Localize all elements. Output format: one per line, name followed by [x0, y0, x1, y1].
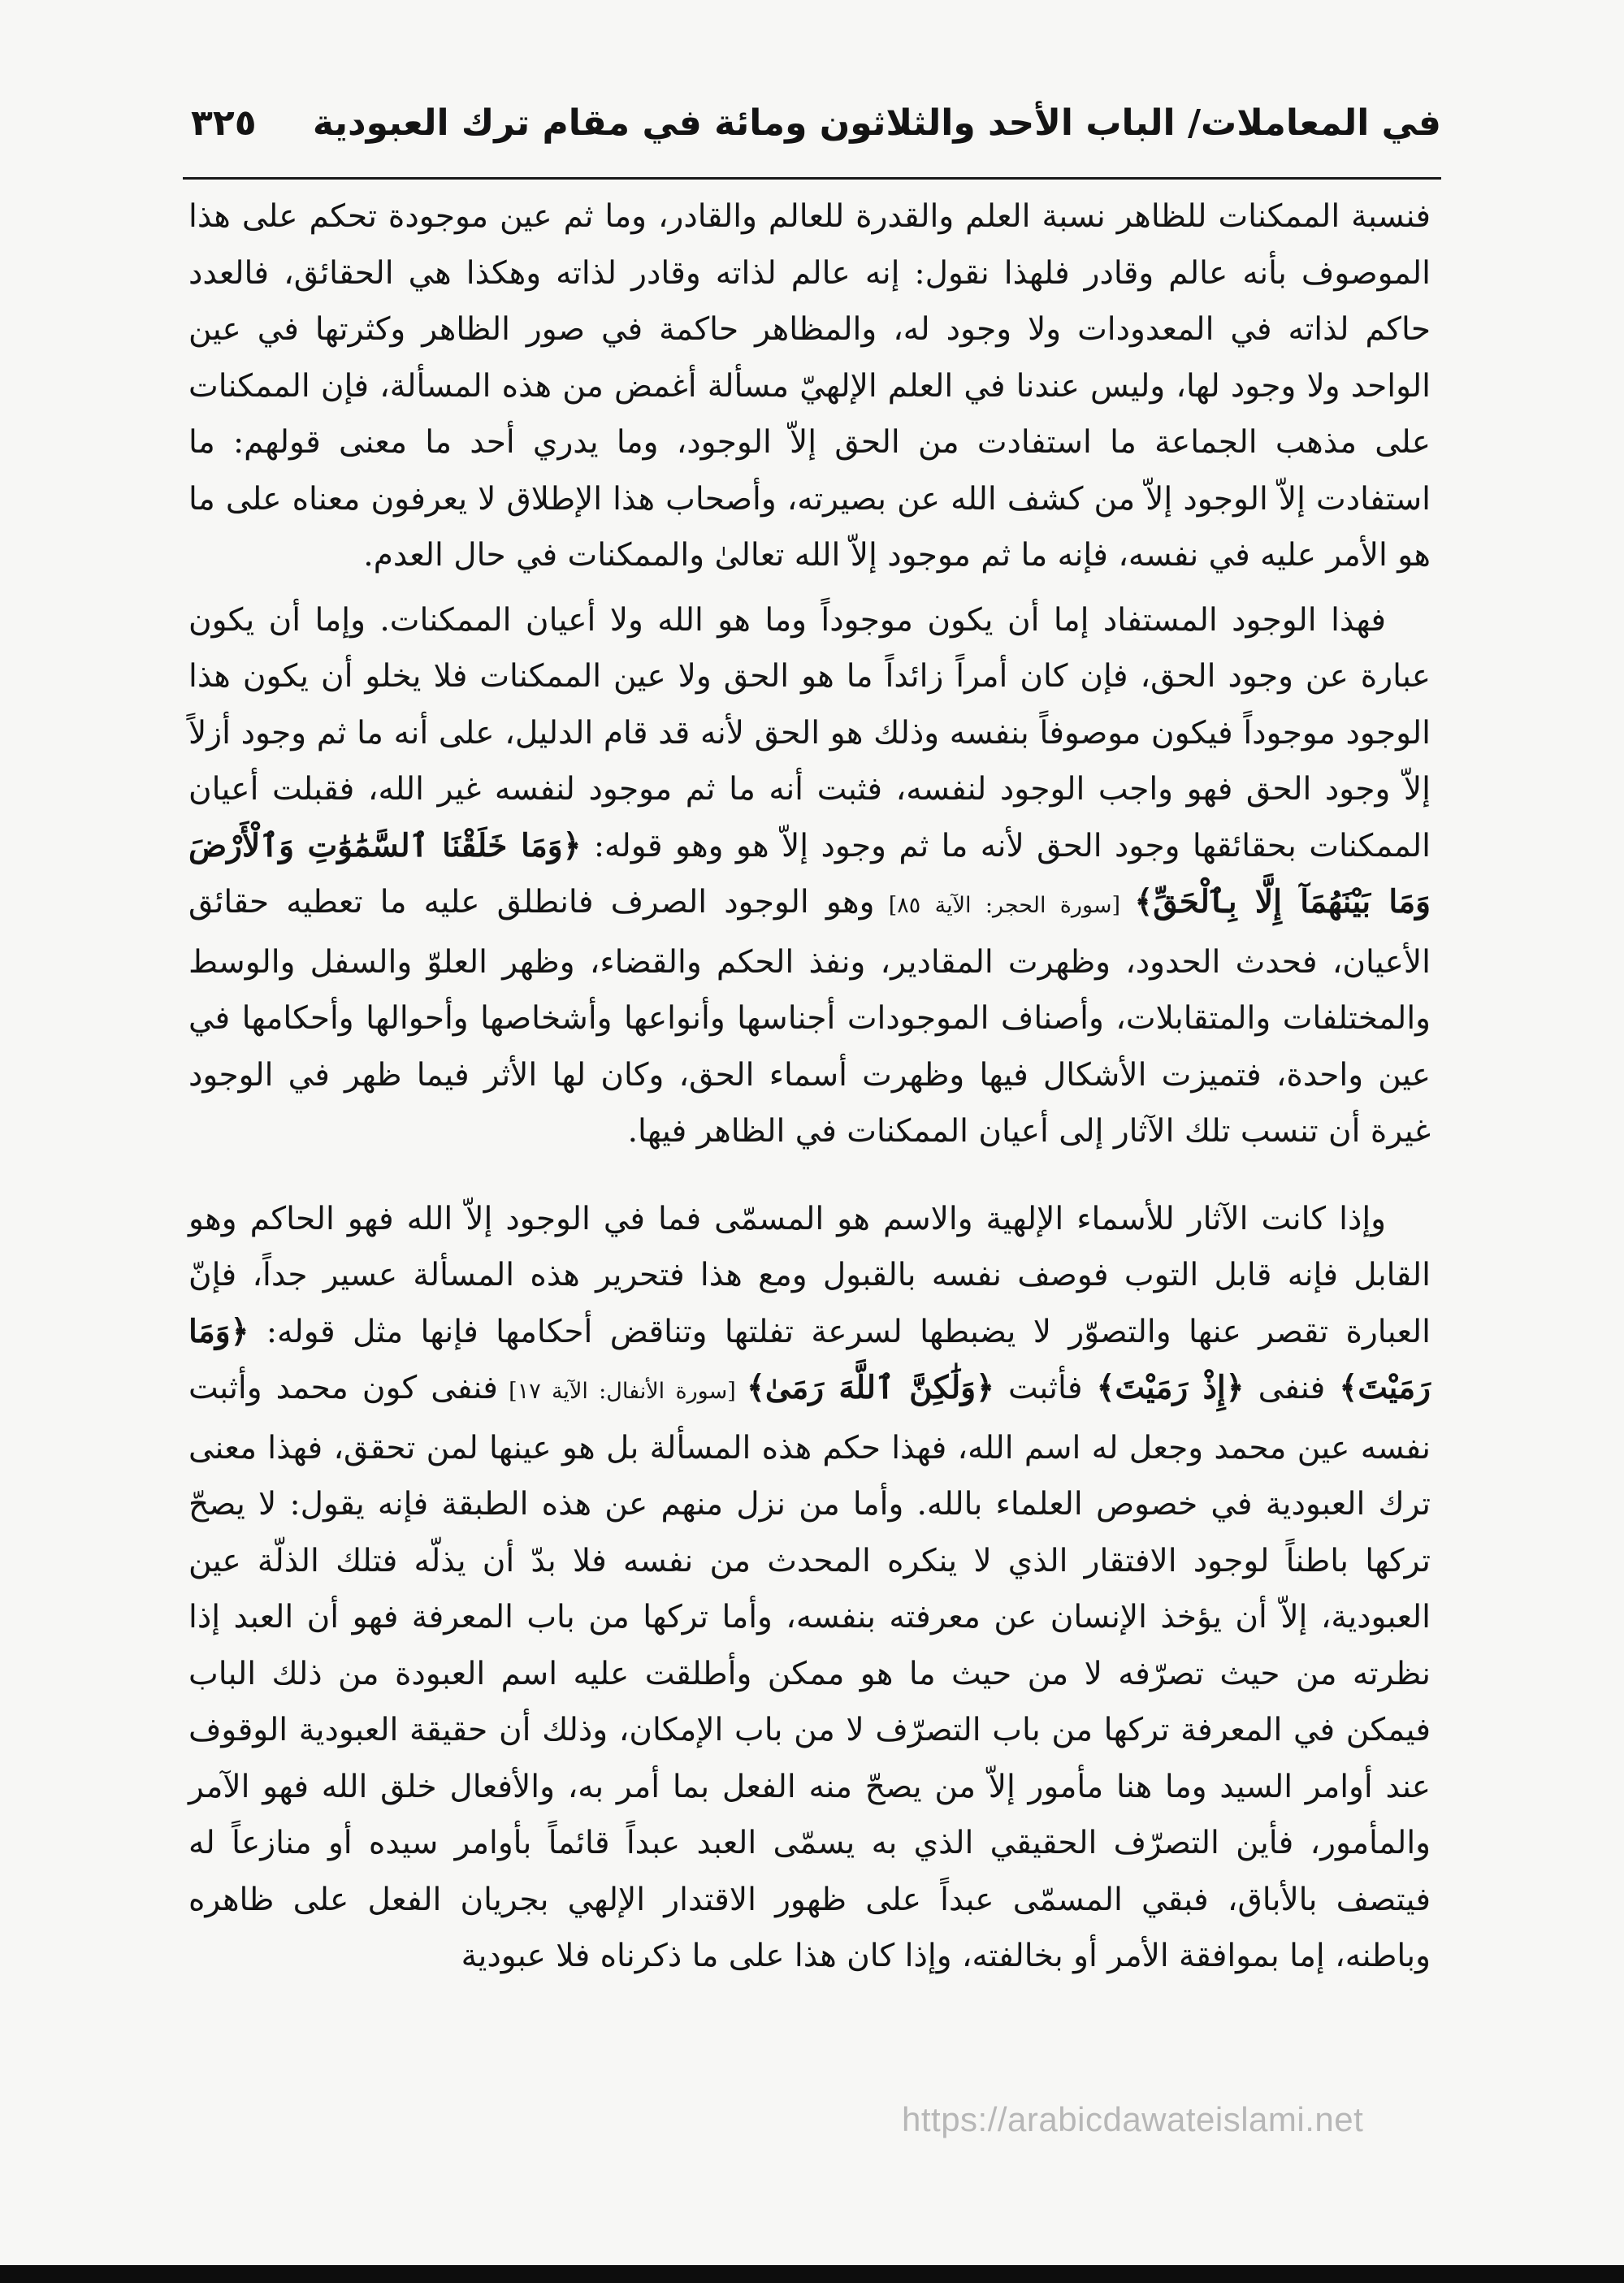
- quran-verse-hijr-85: ﴿وَمَا خَلَقْنَا ٱلسَّمَٰوَٰتِ وَٱلْأَرْضَ وَمَا بَيْنَهُمَآ إِلَّا بِٱلْحَقِّ﴾: [188, 826, 1431, 921]
- quran-verse-anfal-3: ﴿وَلَٰكِنَّ ٱللَّهَ رَمَىٰ﴾: [747, 1369, 994, 1406]
- scan-bottom-edge: [0, 2265, 1624, 2283]
- quran-verse-anfal-2: ﴿إِذْ رَمَيْتَ﴾: [1096, 1369, 1245, 1406]
- running-header: [183, 96, 1441, 161]
- verse-citation-hijr: [سورة الحجر: الآية ٨٥]: [874, 893, 1135, 918]
- paragraph-3-mid-1: فنفى: [1244, 1370, 1340, 1406]
- quran-verse-anfal-1: ﴿وَمَا رَمَيْتَ﴾: [188, 1312, 1431, 1406]
- paragraph-3-text-a: وإذا كانت الآثار للأسماء الإلهية والاسم هو المسمّى فما في الوجود إلاّ الله فهو الحاكم وهو القابل فإنه قابل التوب فوصف نفسه بالقبول ومع هذا فتحرير هذه المسألة عسير جداً، فإنّ العبارة تقصر عنها والتصوّر لا يضبطها لسرعة تفلتها وتناقض أحكامها فإنها مثل قوله:: [188, 1200, 1431, 1350]
- paragraph-2: [188, 592, 1431, 1160]
- page-number: ٣٢٥: [191, 102, 257, 144]
- verse-citation-anfal: [سورة الأنفال: الآية ١٧]: [497, 1379, 747, 1404]
- paragraph-3-mid-2: فأثبت: [994, 1370, 1097, 1406]
- paragraph-3-text-b: فنفى كون محمد وأثبت نفسه عين محمد وجعل له اسم الله، فهذا حكم هذه المسألة بل هو عينها لمن تحقق، فهذا معنى ترك العبودية في خصوص العلماء بالله. وأما من نزل منهم عن هذه الطبقة فإنه يقول: لا يصحّ تركها باطناً لوجود الافتقار الذي لا ينكره المحدث من نفسه فلا بدّ أن يذلّه فتلك الذلّة عين العبودية، إلاّ أن يؤخذ الإنسان عن معرفته بنفسه، وأما تركها من باب المعرفة فهو أن العبد إذا نظرته من حيث تصرّفه لا من حيث ما هو ممكن وأطلقت عليه اسم العبودة من ذلك الباب فيمكن في المعرفة تركها من باب التصرّف لا من باب الإمكان، وذلك أن حقيقة العبودية الوقوف عند أوامر السيد وما هنا مأمور إلاّ من يصحّ منه الفعل بما أمر به، والأفعال خلق الله فهو الآمر والمأمور، فأين التصرّف الحقيقي الذي به يسمّى العبد عبداً قائماً بأوامر سيده أو منازعاً له فيتصف بالأباق، فبقي المسمّى عبداً على ظهور الاقتدار الإلهي بجريان الفعل على ظاهره وباطنه، إما بموافقة الأمر أو بخالفته، وإذا كان هذا على ما ذكرناه فلا عبودية: [188, 1370, 1431, 1974]
- watermark-url: https://arabicdawateislami.net: [902, 2100, 1364, 2138]
- paragraph-3: [188, 1191, 1431, 1985]
- paragraph-2-text-a: فهذا الوجود المستفاد إما أن يكون موجوداً وما هو الله ولا أعيان الممكنات. وإما أن يكون عبارة عن وجود الحق، فإن كان أمراً زائداً ما هو الحق ولا عين الممكنات فلا يخلو أن يكون هذا الوجود موجوداً فيكون موصوفاً بنفسه وذلك هو الحق لأنه قد قام الدليل، على أنه ما ثم وجود أزلاً إلاّ وجود الحق فهو واجب الوجود لنفسه، فثبت أنه ما ثم موجود لنفسه غير الله، فقبلت أعيان الممكنات بحقائقها وجود الحق لأنه ما ثم وجود إلاّ هو وهو قوله:: [188, 601, 1431, 864]
- paragraph-2-text-b: وهو الوجود الصرف فانطلق عليه ما تعطيه حقائق الأعيان، فحدث الحدود، وظهرت المقادير، ونفذ الحكم والقضاء، وظهر العلوّ والسفل والوسط والمختلفات والمتقابلات، وأصناف الموجودات أجناسها وأنواعها وأشخاصها وأحوالها وأحكامها في عين واحدة، فتميزت الأشكال فيها وظهرت أسماء الحق، وكان لها الأثر فيما ظهر في الوجود غيرة أن تنسب تلك الآثار إلى أعيان الممكنات في الظاهر فيها.: [188, 884, 1431, 1150]
- chapter-title: في المعاملات/ الباب الأحد والثلاثون ومائة في مقام ترك العبودية: [312, 102, 1441, 144]
- paragraph-1: [188, 188, 1431, 584]
- page-body: [188, 188, 1431, 1985]
- paragraph-1-text: فنسبة الممكنات للظاهر نسبة العلم والقدرة للعالم والقادر، وما ثم عين موجودة تحكم على هذا الموصوف بأنه عالم وقادر فلهذا نقول: إنه عالم لذاته وقادر لذاته وهكذا هي الحقائق، فالعدد حاكم لذاته في المعدودات ولا وجود له، والمظاهر حاكمة في صور الظاهر وكثرتها في عين الواحد ولا وجود لها، وليس عندنا في العلم الإلهيّ مسألة أغمض من هذه المسألة، فإن الممكنات على مذهب الجماعة ما استفادت من الحق إلاّ الوجود، وما يدري أحد ما معنى قولهم: ما استفادت إلاّ الوجود إلاّ من كشف الله عن بصيرته، وأصحاب هذا الإطلاق لا يعرفون معناه على ما هو الأمر عليه في نفسه، فإنه ما ثم موجود إلاّ الله تعالىٰ والممكنات في حال العدم.: [188, 198, 1431, 574]
- header-divider: [183, 177, 1441, 180]
